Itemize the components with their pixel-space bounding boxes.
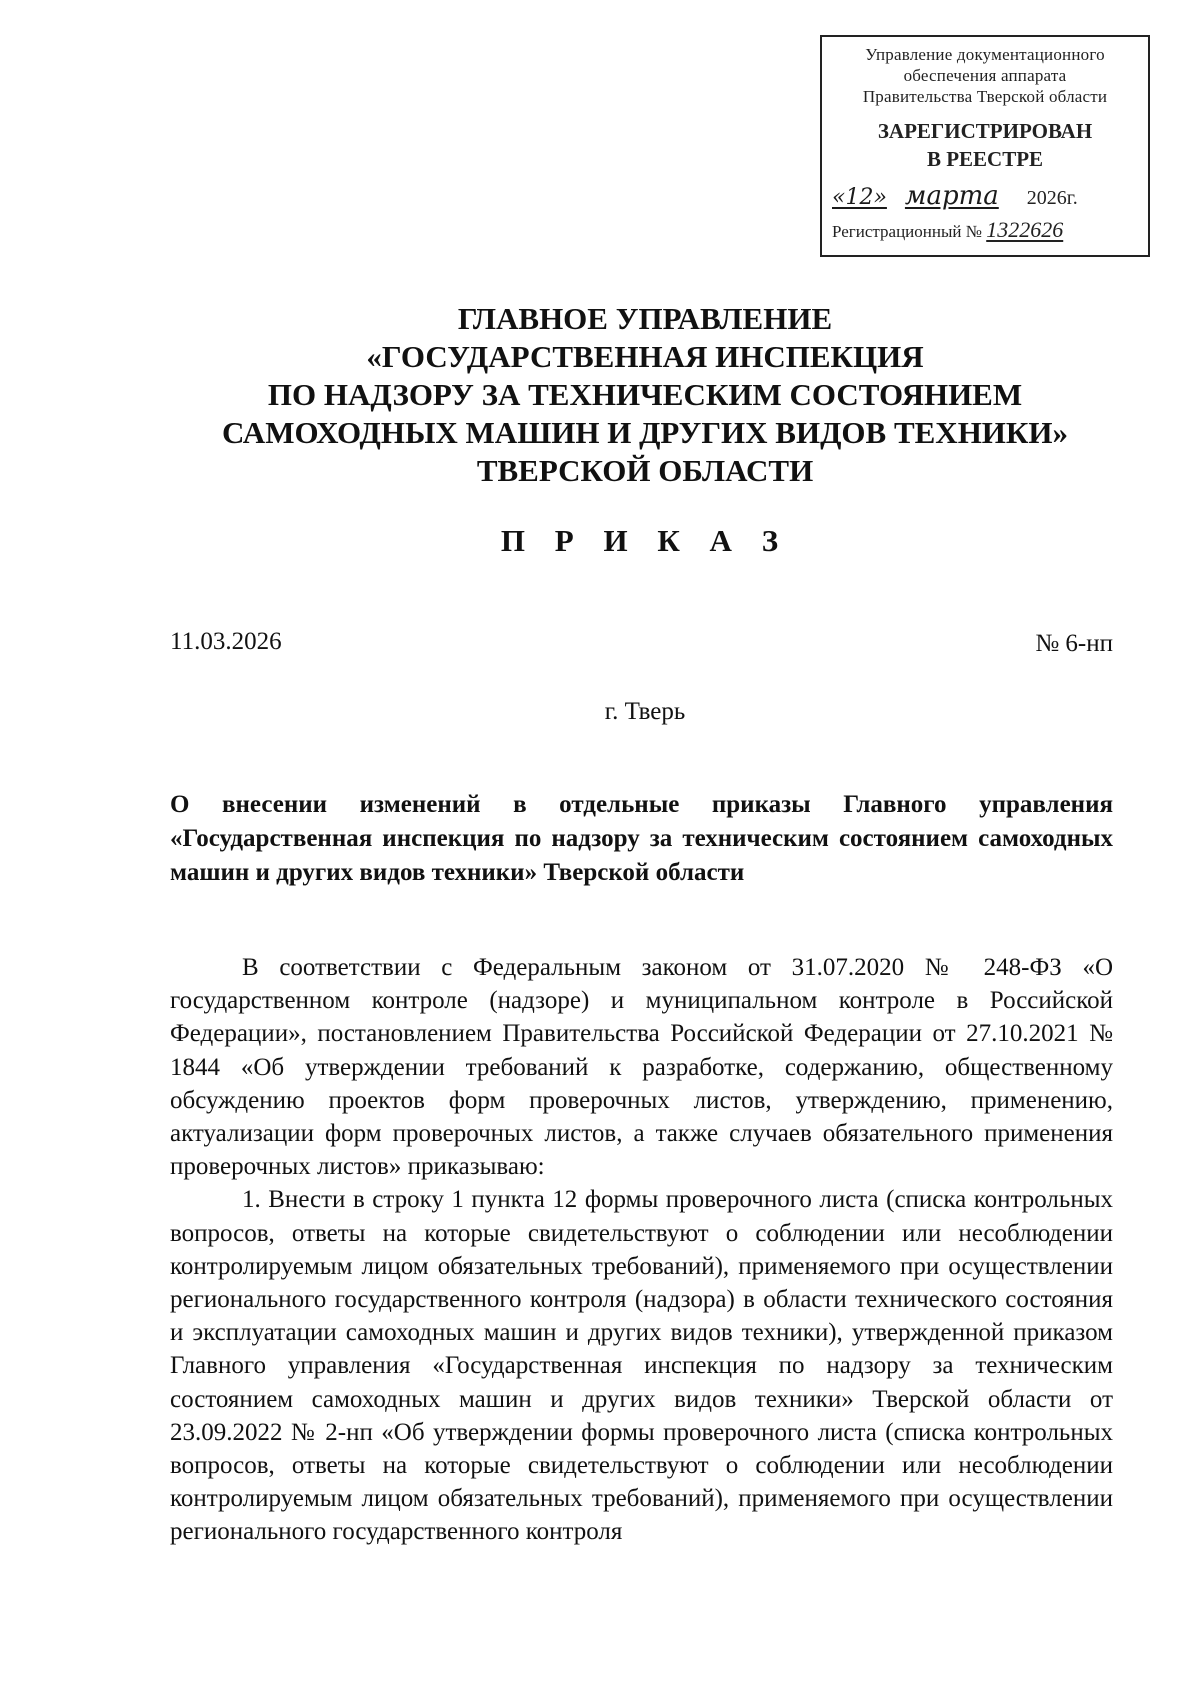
header-line: ТВЕРСКОЙ ОБЛАСТИ (476, 453, 814, 488)
document-body (170, 951, 1113, 1549)
stamp-year-prefix: 20 (1026, 187, 1047, 209)
document-type: П Р И К А З (500, 523, 790, 558)
stamp-reg-line: ЗАРЕГИСТРИРОВАН (877, 119, 1093, 143)
stamp-number-label: Регистрационный № (832, 222, 982, 241)
header-line: ГЛАВНОЕ УПРАВЛЕНИЕ (457, 301, 833, 336)
registration-stamp (820, 35, 1150, 257)
header-line: САМОХОДНЫХ МАШИН И ДРУГИХ ВИДОВ ТЕХНИКИ» (221, 415, 1069, 450)
stamp-date (822, 181, 1148, 211)
header-line: «ГОСУДАРСТВЕННАЯ ИНСПЕКЦИЯ (366, 339, 924, 374)
stamp-registered (822, 117, 1148, 173)
stamp-reg-line: В РЕЕСТРЕ (926, 147, 1044, 171)
document-city: г. Тверь (604, 698, 686, 725)
document-subject: О внесении изменений в отдельные приказы Главного управления «Государственная инспекция по надзору за техническим состоянием самоходных машин и других видов техники» Тверской области (170, 791, 1113, 886)
document-number: № 6-нп (1035, 630, 1113, 657)
agency-header (130, 300, 1160, 490)
body-paragraph: 1. Внести в строку 1 пункта 12 формы проверочного листа (списка контрольных вопросов, ответы на которые свидетельствуют о соблюдении или несоблюдении контролируемым лицом обязательных требований), применяемого при осуществлении регионального государственного контроля (надзора) в области технического состояния и эксплуатации самоходных машин и других видов техники), утвержденной приказом Главного управления «Государственная инспекция по надзору за техническим состоянием самоходных машин и других видов техники» Тверской области от 23.09.2022 № 2-нп «Об утверждении формы проверочного листа (списка контрольных вопросов, ответы на которые свидетельствуют о соблюдении или несоблюдении контролируемым лицом обязательных требований), применяемого при осуществлении регионального государственного контроля (170, 1186, 1113, 1546)
stamp-dept-line: обеспечения аппарата (903, 66, 1067, 85)
header-line: ПО НАДЗОРУ ЗА ТЕХНИЧЕСКИМ СОСТОЯНИЕМ (267, 377, 1023, 412)
stamp-day: «12» (832, 185, 887, 210)
stamp-year-suffix: 26г. (1046, 187, 1078, 209)
stamp-number-value: 1322626 (986, 217, 1064, 242)
stamp-dept-line: Управление документационного (865, 45, 1105, 64)
document-date: 11.03.2026 (170, 628, 282, 655)
stamp-department (822, 44, 1148, 107)
stamp-dept-line: Правительства Тверской области (862, 87, 1108, 106)
stamp-number (822, 217, 1148, 243)
body-paragraph: В соответствии с Федеральным законом от 31.07.2020 № 248-ФЗ «О государственном контроле (надзоре) и муниципальном контроле в Российской Федерации», постановлением Правительства Российской Федерации от 27.10.2021 № 1844 «Об утверждении требований к разработке, содержанию, общественному обсуждению проектов форм проверочных листов, утверждению, применению, актуализации форм проверочных листов, а также случаев обязательного применения проверочных листов» приказываю: (170, 954, 1113, 1181)
stamp-month: марта (904, 181, 999, 211)
